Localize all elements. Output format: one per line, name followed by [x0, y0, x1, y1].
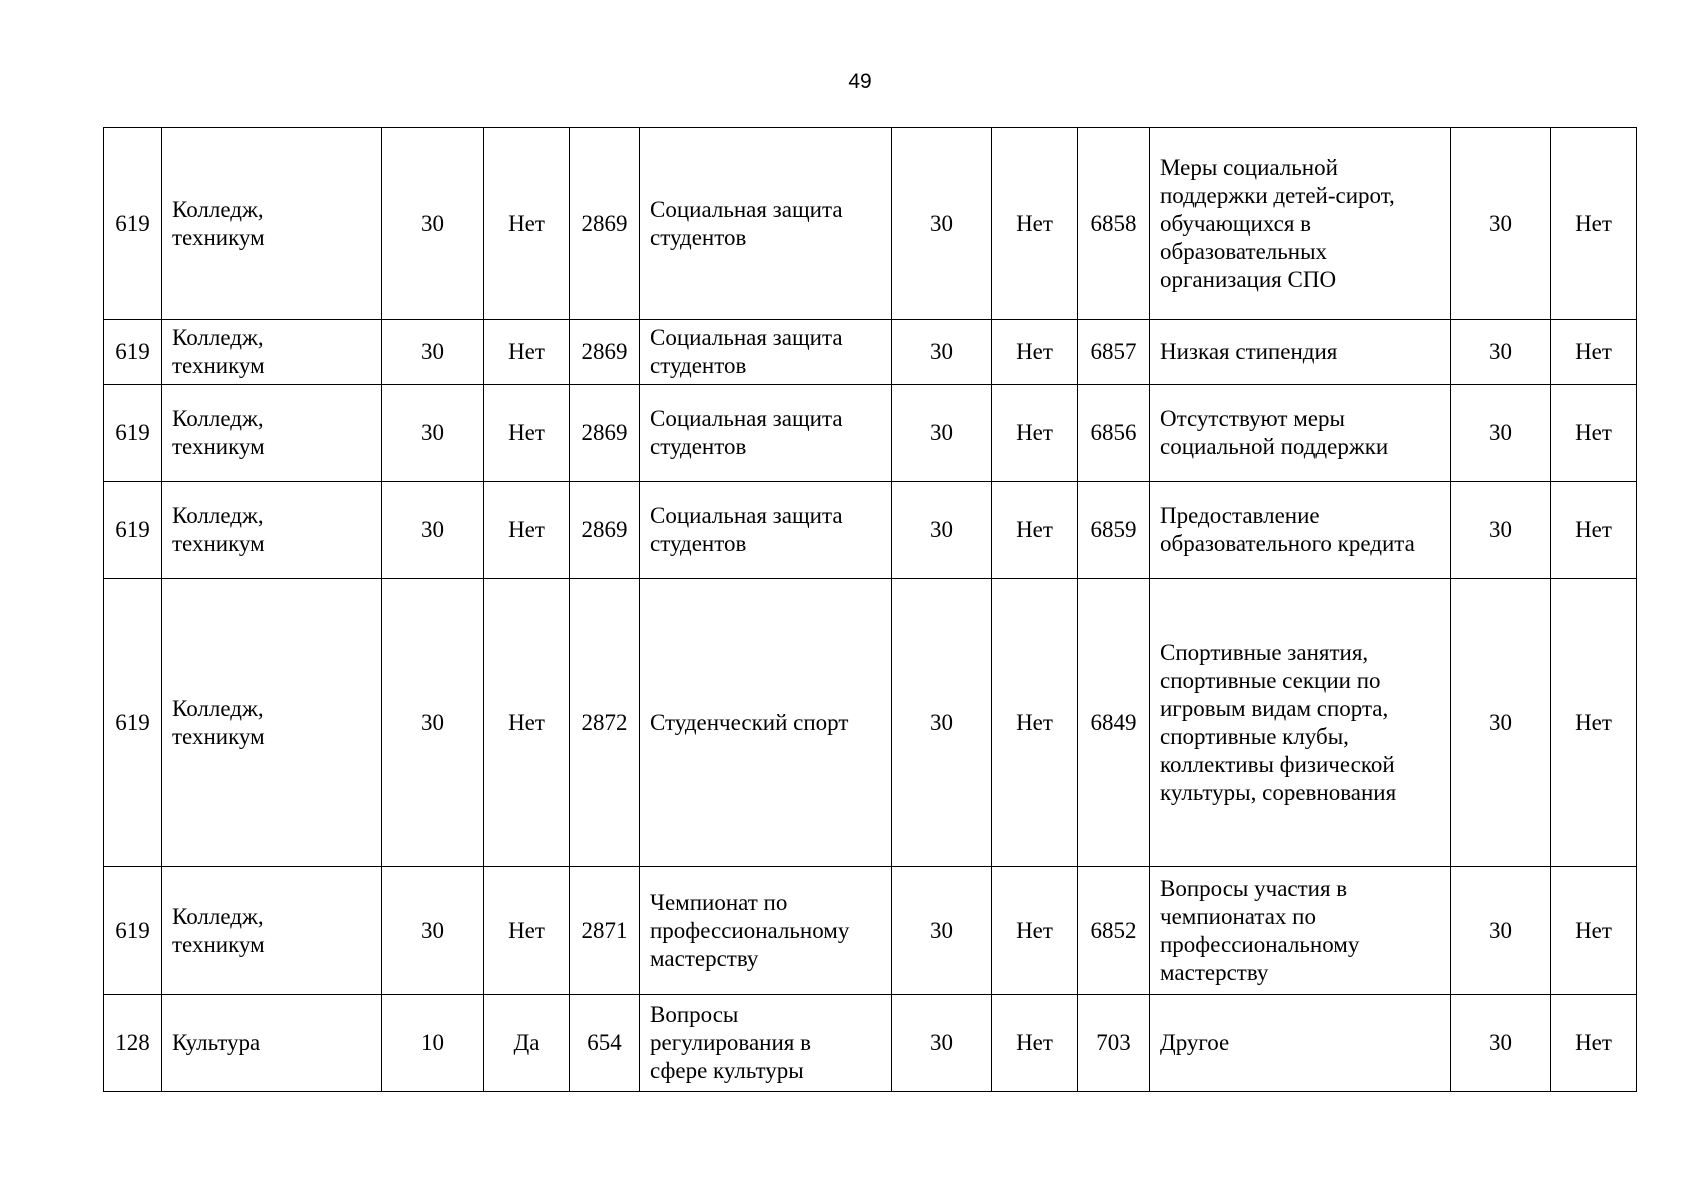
- cell-score-1: 30: [382, 482, 484, 579]
- cell-flag-3: Нет: [1551, 385, 1637, 482]
- cell-flag-2: Нет: [992, 320, 1078, 385]
- cell-flag-2: Нет: [992, 385, 1078, 482]
- cell-score-2: 30: [892, 128, 992, 320]
- cell-flag-2: Нет: [992, 867, 1078, 995]
- cell-subtopic: Меры социальной поддержки детей-сирот, обучающихся в образовательных организация СПО: [1150, 128, 1451, 320]
- cell-category: Колледж, техникум: [162, 482, 382, 579]
- cell-topic-id: 2869: [570, 320, 640, 385]
- cell-score-1: 30: [382, 867, 484, 995]
- cell-flag-3: Нет: [1551, 128, 1637, 320]
- cell-subtopic-id: 703: [1078, 995, 1150, 1092]
- cell-flag-2: Нет: [992, 128, 1078, 320]
- cell-category: Колледж, техникум: [162, 579, 382, 867]
- cell-topic: Социальная защита студентов: [640, 482, 892, 579]
- cell-id: 619: [104, 128, 162, 320]
- cell-score-3: 30: [1451, 128, 1551, 320]
- cell-score-1: 10: [382, 995, 484, 1092]
- cell-score-1: 30: [382, 385, 484, 482]
- cell-subtopic: Низкая стипендия: [1150, 320, 1451, 385]
- cell-flag-3: Нет: [1551, 995, 1637, 1092]
- cell-subtopic: Другое: [1150, 995, 1451, 1092]
- cell-id: 619: [104, 482, 162, 579]
- cell-subtopic: Вопросы участия в чемпионатах по профессиональному мастерству: [1150, 867, 1451, 995]
- data-table: [103, 127, 1637, 1092]
- cell-topic: Социальная защита студентов: [640, 128, 892, 320]
- cell-category: Колледж, техникум: [162, 385, 382, 482]
- cell-score-1: 30: [382, 579, 484, 867]
- cell-category: Культура: [162, 995, 382, 1092]
- cell-subtopic-id: 6849: [1078, 579, 1150, 867]
- cell-topic-id: 2869: [570, 128, 640, 320]
- page-number: 49: [848, 70, 872, 93]
- cell-flag-1: Нет: [484, 385, 570, 482]
- cell-id: 619: [104, 579, 162, 867]
- cell-topic: Социальная защита студентов: [640, 385, 892, 482]
- cell-subtopic: Отсутствуют меры социальной поддержки: [1150, 385, 1451, 482]
- cell-subtopic-id: 6852: [1078, 867, 1150, 995]
- cell-category: Колледж, техникум: [162, 320, 382, 385]
- table-row: [104, 579, 1637, 867]
- cell-flag-1: Да: [484, 995, 570, 1092]
- cell-topic: Социальная защита студентов: [640, 320, 892, 385]
- cell-flag-1: Нет: [484, 867, 570, 995]
- cell-score-3: 30: [1451, 482, 1551, 579]
- cell-id: 619: [104, 320, 162, 385]
- cell-score-2: 30: [892, 867, 992, 995]
- cell-score-3: 30: [1451, 867, 1551, 995]
- cell-flag-1: Нет: [484, 128, 570, 320]
- cell-subtopic-id: 6858: [1078, 128, 1150, 320]
- cell-score-2: 30: [892, 482, 992, 579]
- cell-score-2: 30: [892, 579, 992, 867]
- table-row: [104, 995, 1637, 1092]
- cell-category: Колледж, техникум: [162, 128, 382, 320]
- cell-subtopic: Предоставление образовательного кредита: [1150, 482, 1451, 579]
- cell-topic-id: 2871: [570, 867, 640, 995]
- cell-id: 619: [104, 385, 162, 482]
- cell-score-1: 30: [382, 128, 484, 320]
- cell-score-1: 30: [382, 320, 484, 385]
- cell-topic: Чемпионат по профессиональному мастерству: [640, 867, 892, 995]
- cell-topic-id: 2869: [570, 482, 640, 579]
- cell-flag-3: Нет: [1551, 482, 1637, 579]
- cell-id: 128: [104, 995, 162, 1092]
- cell-flag-1: Нет: [484, 579, 570, 867]
- cell-flag-2: Нет: [992, 579, 1078, 867]
- cell-score-3: 30: [1451, 385, 1551, 482]
- cell-flag-2: Нет: [992, 995, 1078, 1092]
- cell-score-3: 30: [1451, 995, 1551, 1092]
- cell-subtopic-id: 6859: [1078, 482, 1150, 579]
- cell-flag-3: Нет: [1551, 579, 1637, 867]
- cell-topic: Вопросы регулирования в сфере культуры: [640, 995, 892, 1092]
- cell-subtopic-id: 6856: [1078, 385, 1150, 482]
- table-row: [104, 482, 1637, 579]
- cell-score-3: 30: [1451, 320, 1551, 385]
- cell-flag-3: Нет: [1551, 320, 1637, 385]
- table-row: [104, 385, 1637, 482]
- cell-score-2: 30: [892, 320, 992, 385]
- table-row: [104, 320, 1637, 385]
- cell-subtopic: Спортивные занятия, спортивные секции по игровым видам спорта, спортивные клубы, коллективы физической культуры, соревнования: [1150, 579, 1451, 867]
- cell-topic: Студенческий спорт: [640, 579, 892, 867]
- cell-category: Колледж, техникум: [162, 867, 382, 995]
- cell-id: 619: [104, 867, 162, 995]
- cell-flag-1: Нет: [484, 320, 570, 385]
- cell-score-2: 30: [892, 385, 992, 482]
- cell-score-3: 30: [1451, 579, 1551, 867]
- cell-topic-id: 2869: [570, 385, 640, 482]
- table-row: [104, 867, 1637, 995]
- cell-score-2: 30: [892, 995, 992, 1092]
- table-row: [104, 128, 1637, 320]
- cell-topic-id: 2872: [570, 579, 640, 867]
- cell-flag-3: Нет: [1551, 867, 1637, 995]
- cell-subtopic-id: 6857: [1078, 320, 1150, 385]
- cell-flag-2: Нет: [992, 482, 1078, 579]
- cell-flag-1: Нет: [484, 482, 570, 579]
- cell-topic-id: 654: [570, 995, 640, 1092]
